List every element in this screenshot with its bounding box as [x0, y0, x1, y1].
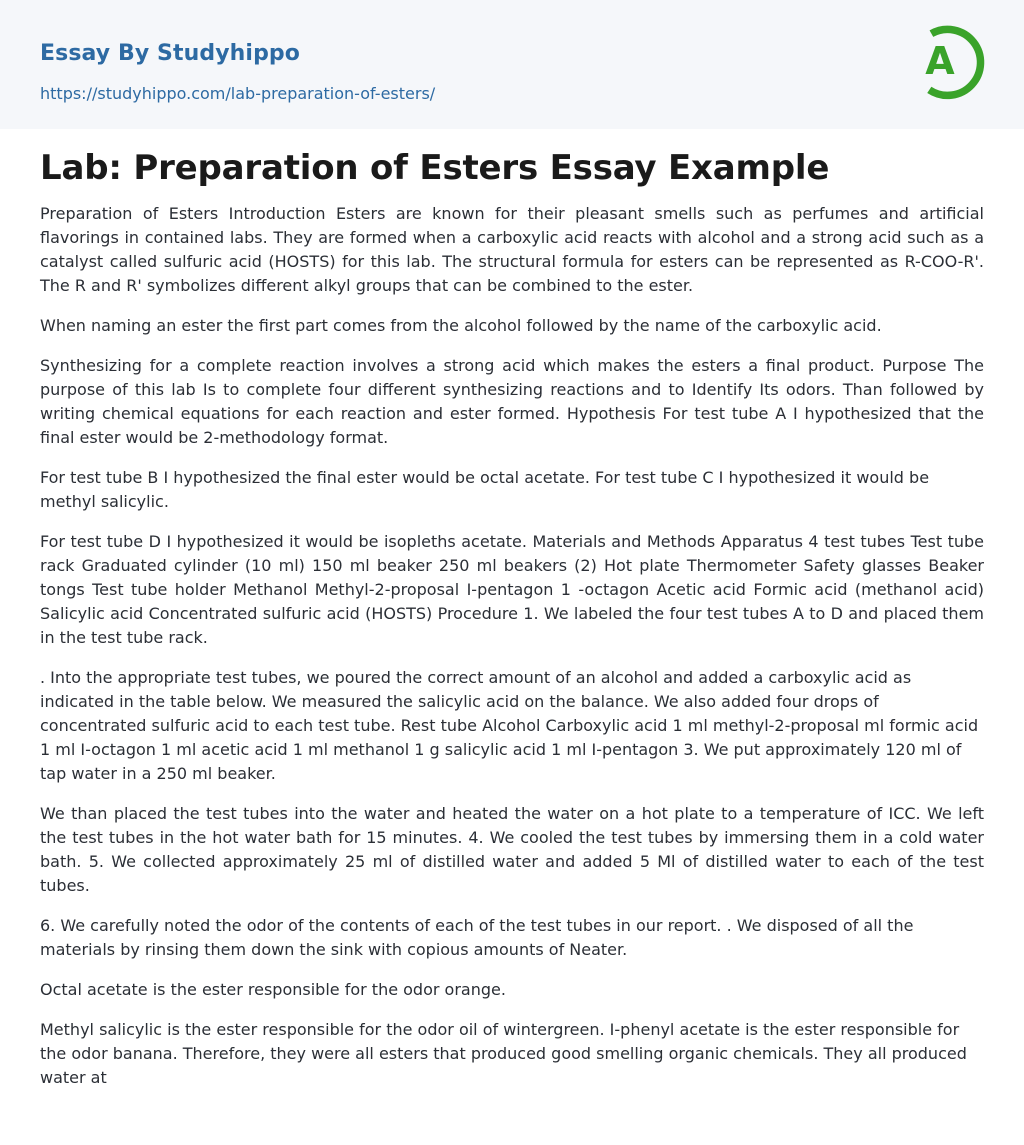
essay-url-link[interactable]: https://studyhippo.com/lab-preparation-of-esters/ — [40, 84, 436, 103]
essay-paragraph: Methyl salicylic is the ester responsible for the odor oil of wintergreen. I-phenyl acetate is the ester responsible for the odor banana. Therefore, they were all esters that produced good smelling organic chemicals. They all produced water at — [40, 1020, 967, 1087]
article — [0, 147, 1024, 1090]
essay-paragraph: Synthesizing for a complete reaction involves a strong acid which makes the esters a final product. Purpose The purpose of this lab Is to complete four different synthesizing reactions and to Identify Its odors. Than followed by writing chemical equations for each reaction and ester formed. Hypothesis For test tube A I hypothesized that the final ester would be 2-methodology format. — [40, 356, 984, 447]
logo-letter: A — [925, 39, 955, 83]
essay-paragraph: For test tube B I hypothesized the final ester would be octal acetate. For test tube C I hypothesized it would be methyl salicylic. — [40, 468, 930, 511]
essay-paragraph: . Into the appropriate test tubes, we poured the correct amount of an alcohol and added a carboxylic acid as indicated in the table below. We measured the salicylic acid on the balance. We also added four drops of concentrated sulfuric acid to each test tube. Rest tube Alcohol Carboxylic acid 1 ml methyl-2-proposal ml formic acid 1 ml I-octagon 1 ml acetic acid 1 ml methanol 1 g salicylic acid 1 ml I-pentagon 3. We put approximately 120 ml of tap water in a 250 ml beaker. — [40, 668, 979, 783]
essay-paragraph: 6. We carefully noted the odor of the contents of each of the test tubes in our report. . We disposed of all the materials by rinsing them down the sink with copious amounts of Neater. — [40, 916, 914, 959]
essay-paragraph: Preparation of Esters Introduction Esters are known for their pleasant smells such as perfumes and artificial flavorings in contained labs. They are formed when a carboxylic acid reacts with alcohol and a strong acid such as a catalyst called sulfuric acid (HOSTS) for this lab. The structural formula for esters can be represented as R-COO-R'. The R and R' symbolizes different alkyl groups that can be combined to the ester. — [40, 204, 984, 295]
essay-paragraph: For test tube D I hypothesized it would be isopleths acetate. Materials and Methods Apparatus 4 test tubes Test tube rack Graduated cylinder (10 ml) 150 ml beaker 250 ml beakers (2) Hot plate Thermometer Safety glasses Beaker tongs Test tube holder Methanol Methyl-2-proposal I-pentagon 1 -octagon Acetic acid Formic acid (methanol acid) Salicylic acid Concentrated sulfuric acid (HOSTS) Procedure 1. We labeled the four test tubes A to D and placed them in the test tube rack. — [40, 532, 984, 647]
essay-paragraph: When naming an ester the first part comes from the alcohol followed by the name of the carboxylic acid. — [40, 316, 882, 335]
page-title: Lab: Preparation of Esters Essay Example — [40, 148, 830, 188]
essay-paragraph: We than placed the test tubes into the water and heated the water on a hot plate to a temperature of ICC. We left the test tubes in the hot water bath for 15 minutes. 4. We cooled the test tubes by immersing them in a cold water bath. 5. We collected approximately 25 ml of distilled water and added 5 Ml of distilled water to each of the test tubes. — [40, 804, 984, 895]
site-header — [0, 0, 1024, 129]
site-brand[interactable]: Essay By Studyhippo — [40, 41, 300, 66]
logo-icon[interactable] — [911, 19, 987, 105]
essay-paragraph: Octal acetate is the ester responsible for the odor orange. — [40, 980, 506, 999]
